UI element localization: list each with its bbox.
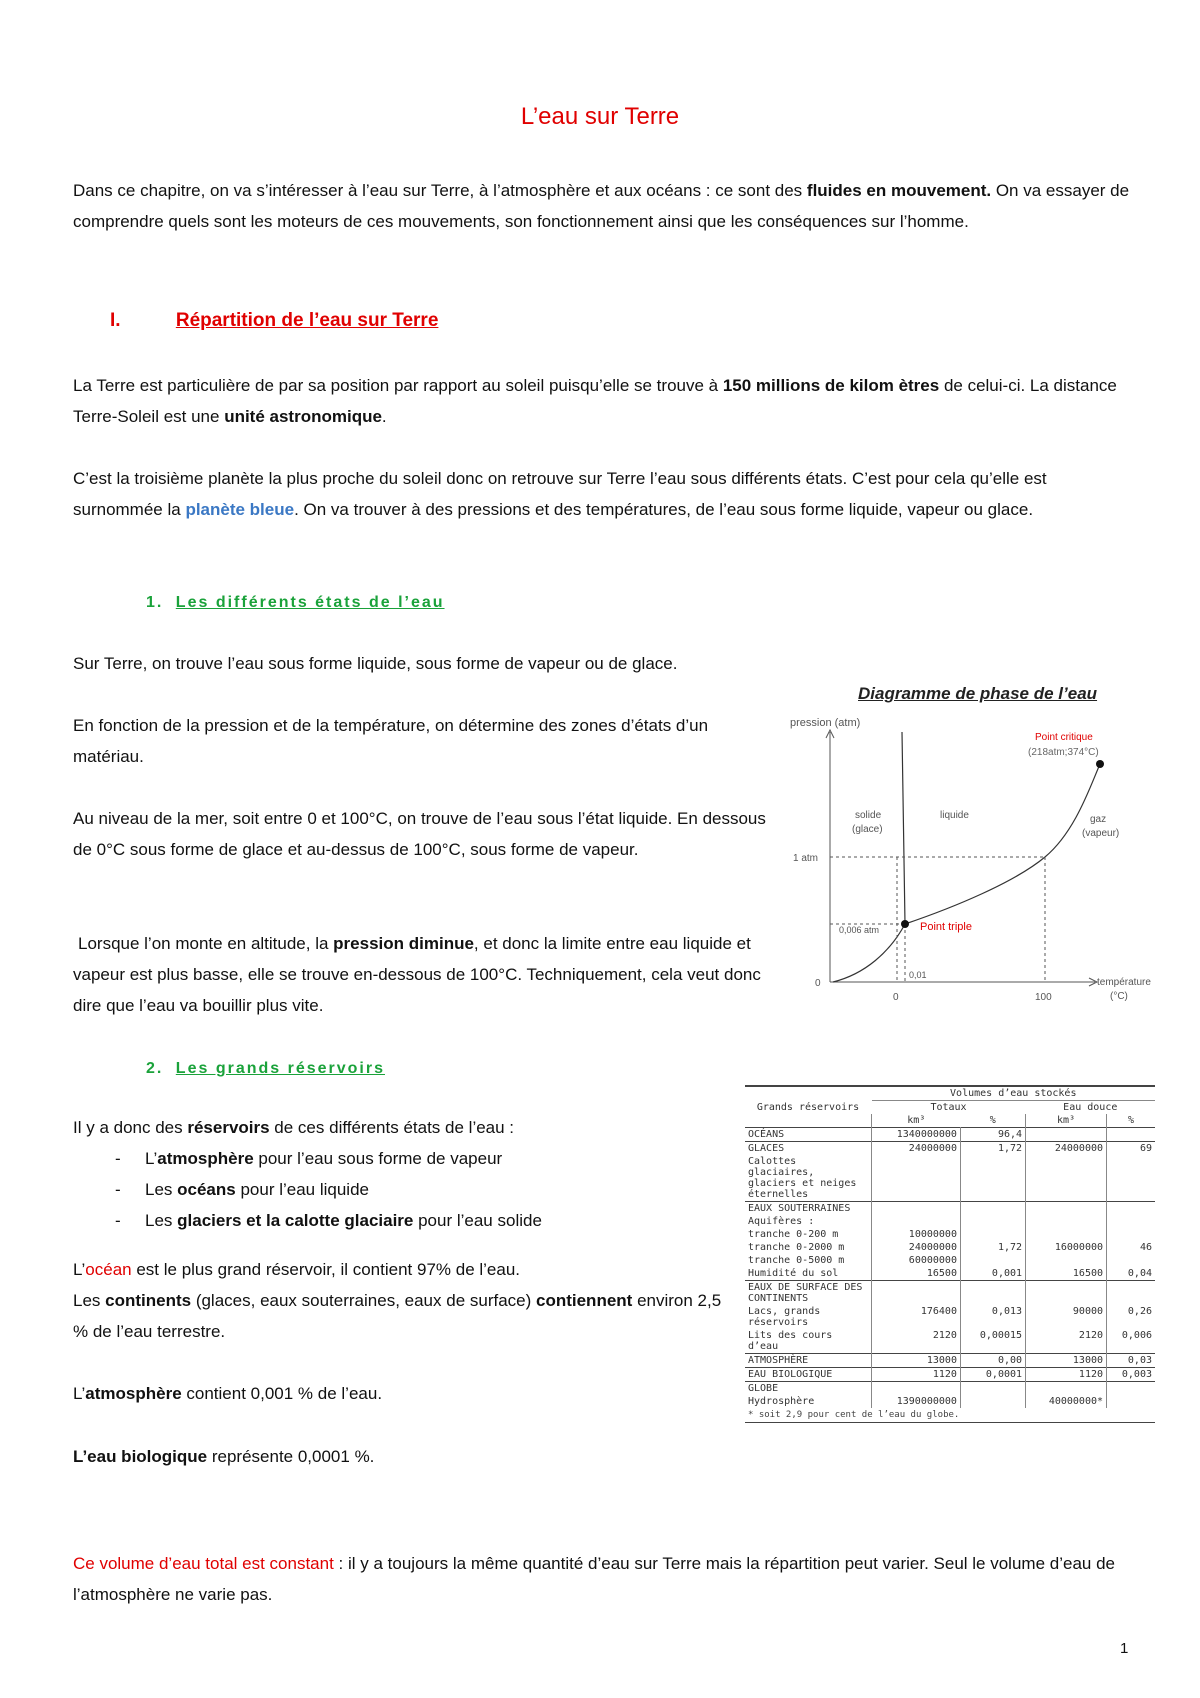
x-axis-unit: (°C)	[1110, 991, 1128, 1002]
table-header-main: Volumes d’eau stockés	[872, 1087, 1156, 1101]
table-cell-value	[872, 1215, 961, 1228]
table-cell-value: 2120	[1026, 1329, 1107, 1354]
table-cell-value: 0,013	[960, 1305, 1025, 1329]
p9-bold-1: continents	[105, 1291, 192, 1310]
p6-bold: pression diminue	[333, 934, 474, 953]
table-cell-value	[1107, 1254, 1155, 1267]
subsection-2-heading	[146, 1060, 385, 1078]
page-number: 1	[1120, 1640, 1129, 1657]
list-item	[73, 1205, 713, 1236]
p1-bold-2: unité astronomique	[224, 407, 382, 426]
table-row	[745, 1354, 1155, 1368]
p9-text-1: Les	[73, 1291, 106, 1310]
table-cell-value: 1,72	[960, 1241, 1025, 1254]
table-cell-value: 0,26	[1107, 1305, 1155, 1329]
table-cell-value	[1026, 1215, 1107, 1228]
list-item-bold: atmosphère	[157, 1149, 254, 1168]
table-cell-value: 24000000	[1026, 1142, 1107, 1156]
table-cell-value	[1107, 1382, 1155, 1396]
list-item-text: pour l’eau solide	[413, 1211, 542, 1230]
table-cell-value	[1026, 1228, 1107, 1241]
table-cell-value	[1026, 1128, 1107, 1142]
table-header-row	[745, 1087, 1155, 1101]
paragraph-altitude	[73, 928, 773, 1021]
solid-liquid-curve	[902, 732, 905, 924]
table-unit-pct: %	[989, 1115, 996, 1126]
p1-text-1: La Terre est particulière de par sa position par rapport au soleil puisqu’elle se trouve à	[73, 376, 723, 395]
page-title: L’eau sur Terre	[520, 103, 680, 130]
table-cell-label: tranche 0-200 m	[748, 1229, 839, 1240]
table-unit-pct: %	[1107, 1114, 1155, 1128]
table-cell-value: 16500	[872, 1267, 961, 1281]
table-row	[745, 1241, 1155, 1254]
t-001-label: 0,01	[909, 970, 927, 980]
table-cell-value: 2120	[872, 1329, 961, 1354]
phase-diagram-caption: Diagramme de phase de l’eau	[858, 684, 1098, 703]
table-cell-label: EAUX DE SURFACE DES CONTINENTS	[748, 1282, 863, 1304]
subsection-2-title: Les grands réservoirs	[175, 1060, 385, 1077]
table-row	[745, 1329, 1155, 1354]
list-item-text: Les	[145, 1180, 178, 1199]
critical-point-label: Point critique	[1035, 732, 1093, 743]
table-cell-value	[1026, 1155, 1107, 1202]
conclusion-text: : il y a toujours la même quantité d’eau sur Terre mais la répartition peut varier. Seul le volume d’eau de l’atmosphère ne varie pas.	[73, 1554, 1115, 1604]
section-1-number: I.	[110, 310, 121, 331]
x-axis-label: température	[1097, 977, 1151, 988]
p2-blue-planet: planète bleue	[185, 500, 295, 519]
list-item	[73, 1174, 713, 1205]
table-header-freshwater: Eau douce	[1063, 1102, 1118, 1113]
critical-point-marker	[1096, 760, 1104, 768]
table-cell-value: 0,00	[960, 1354, 1025, 1368]
table-cell-value: 1120	[1026, 1368, 1107, 1382]
table-cell-label: Aquifères :	[748, 1216, 815, 1227]
intro-paragraph	[73, 175, 1133, 237]
intro-bold: fluides en mouvement.	[806, 181, 992, 200]
table-cell-value	[1026, 1382, 1107, 1396]
p8-text-1: L’	[73, 1260, 86, 1279]
table-cell-value: 176400	[872, 1305, 961, 1329]
reservoir-list	[73, 1143, 713, 1236]
table-cell-value: 1120	[872, 1368, 961, 1382]
table-row	[745, 1228, 1155, 1241]
p1-text-3: .	[381, 407, 387, 426]
table-cell-value	[1107, 1281, 1155, 1306]
table-cell-value: 16000000	[1026, 1241, 1107, 1254]
reservoir-table-grid	[745, 1087, 1155, 1408]
table-cell-value: 10000000	[872, 1228, 961, 1241]
paragraph-conclusion	[73, 1548, 1143, 1610]
paragraph-ocean	[73, 1254, 723, 1285]
p-1atm-label: 1 atm	[793, 853, 819, 864]
p-triple-label: 0,006 atm	[839, 925, 880, 935]
table-cell-value	[960, 1215, 1025, 1228]
paragraph-distance	[73, 370, 1133, 432]
list-item-text: L’	[145, 1149, 158, 1168]
table-cell-value	[1107, 1215, 1155, 1228]
table-cell-value	[1107, 1128, 1155, 1142]
table-unit-km: km³	[1026, 1114, 1107, 1128]
table-row	[745, 1254, 1155, 1267]
phase-diagram	[785, 712, 1160, 1012]
p2-text-1: C’est la troisième planète la plus proche du soleil donc on retrouve sur Terre l’eau sous différents états. C’est pour cela qu’elle est surnommée la	[73, 469, 1047, 519]
table-cell-value: 24000000	[872, 1241, 961, 1254]
liquid-label: liquide	[940, 810, 969, 821]
p8-text-2: est le plus grand réservoir, il contient 97% de l’eau.	[131, 1260, 521, 1279]
table-row	[745, 1128, 1155, 1142]
table-cell-value	[1026, 1254, 1107, 1267]
p7-text-1: Il y a donc des	[73, 1118, 188, 1137]
subsection-1-number: 1.	[146, 594, 164, 611]
table-header-reservoirs: Grands réservoirs	[756, 1101, 860, 1113]
table-cell-value: 0,003	[1107, 1368, 1155, 1382]
table-cell-value: 96,4	[960, 1128, 1025, 1142]
t-100-label: 100	[1035, 992, 1052, 1003]
paragraph-states: Sur Terre, on trouve l’eau sous forme liquide, sous forme de vapeur ou de glace.	[73, 654, 678, 673]
p6-text-2: , et donc la limite entre eau liquide et vapeur est plus basse, elle se trouve en-dessous de 100°C. Techniquement, cela veut donc dire que l’eau va bouillir plus vite.	[73, 934, 761, 1015]
table-header-totals: Totaux	[930, 1102, 967, 1113]
p11-bold: L’eau biologique	[73, 1447, 208, 1466]
table-cell-value: 46	[1107, 1241, 1155, 1254]
table-cell-label: GLACES	[748, 1143, 785, 1154]
origin-label: 0	[815, 978, 821, 989]
table-cell-value	[872, 1382, 961, 1396]
p9-bold-2: contiennent	[536, 1291, 633, 1310]
p11-text: représente 0,0001 %.	[207, 1447, 375, 1466]
conclusion-red: Ce volume d’eau total est constant	[73, 1554, 334, 1573]
subsection-1-heading	[146, 594, 445, 612]
intro-text-1: Dans ce chapitre, on va s’intéresser à l’eau sur Terre, à l’atmosphère et aux océans : ce sont des	[73, 181, 807, 200]
list-item-bold: glaciers et la calotte glaciaire	[177, 1211, 414, 1230]
table-footnote: * soit 2,9 pour cent de l’eau du globe.	[748, 1410, 960, 1420]
subsection-1-title: Les différents états de l’eau	[175, 594, 445, 611]
p7-bold: réservoirs	[187, 1118, 270, 1137]
table-row	[745, 1281, 1155, 1306]
p2-text-2: . On va trouver à des pressions et des températures, de l’eau sous forme liquide, vapeur ou glace.	[294, 500, 1034, 519]
p9-text-2: (glaces, eaux souterraines, eaux de surface)	[191, 1291, 536, 1310]
table-header-cell	[745, 1087, 872, 1101]
table-cell-label: tranche 0-5000 m	[748, 1255, 845, 1266]
triple-point-marker	[901, 920, 909, 928]
table-cell-value	[960, 1228, 1025, 1241]
solid-label-2: (glace)	[852, 824, 883, 835]
table-cell-label: ATMOSPHÈRE	[748, 1355, 809, 1366]
table-cell-value: 1,72	[960, 1142, 1025, 1156]
p10-text-2: contient 0,001 % de l’eau.	[181, 1384, 383, 1403]
table-cell-value	[960, 1202, 1025, 1216]
p9-text-3: environ 2,5 % de l’eau terrestre.	[73, 1291, 722, 1341]
p1-text-2: de celui-ci. La distance Terre-Soleil est une	[73, 376, 1117, 426]
table-body	[745, 1128, 1155, 1409]
table-cell-value: 0,00015	[960, 1329, 1025, 1354]
table-row	[745, 1142, 1155, 1156]
p7-text-2: de ces différents états de l’eau :	[269, 1118, 515, 1137]
vaporization-curve	[905, 764, 1100, 924]
table-cell-value	[960, 1155, 1025, 1202]
paragraph-blue-planet	[73, 463, 1133, 525]
table-cell-value: 24000000	[872, 1142, 961, 1156]
table-cell-label: tranche 0-2000 m	[748, 1242, 845, 1253]
p10-text-1: L’	[73, 1384, 86, 1403]
list-item-text: pour l’eau sous forme de vapeur	[253, 1149, 503, 1168]
table-row	[745, 1382, 1155, 1396]
table-cell-value	[1026, 1281, 1107, 1306]
list-item	[73, 1143, 713, 1174]
table-row	[745, 1368, 1155, 1382]
table-cell-label: GLOBE	[748, 1383, 779, 1394]
table-header-row	[745, 1101, 1155, 1115]
list-item-text: Les	[145, 1211, 178, 1230]
table-cell-label: Humidité du sol	[748, 1268, 839, 1279]
table-cell-value	[1107, 1155, 1155, 1202]
paragraph-continents	[73, 1285, 733, 1347]
table-cell-value	[960, 1382, 1025, 1396]
subsection-2-number: 2.	[146, 1060, 164, 1077]
list-item-bold: océans	[177, 1180, 236, 1199]
paragraph-atmosphere	[73, 1378, 723, 1409]
table-cell-label: Lacs, grands réservoirs	[748, 1306, 821, 1328]
paragraph-zones: En fonction de la pression et de la température, on détermine des zones d’états d’un matériau.	[73, 716, 709, 766]
table-row	[745, 1215, 1155, 1228]
intro-text-2: On va essayer de comprendre quels sont les moteurs de ces mouvements, son fonctionnement ainsi que les conséquences sur l’homme.	[73, 181, 1130, 231]
table-row	[745, 1155, 1155, 1202]
table-cell-value: 0,0001	[960, 1368, 1025, 1382]
gas-label: gaz	[1090, 814, 1107, 825]
table-cell-value	[872, 1281, 961, 1306]
section-1-title: Répartition de l’eau sur Terre	[175, 310, 439, 331]
table-cell-value: 60000000	[872, 1254, 961, 1267]
p1-bold-1: 150 millions de kilom ètres	[722, 376, 940, 395]
table-row	[745, 1267, 1155, 1281]
table-cell-value	[1107, 1202, 1155, 1216]
table-row	[745, 1202, 1155, 1216]
table-unit-km: km³	[872, 1114, 961, 1128]
reservoir-table	[745, 1085, 1155, 1423]
section-1-heading	[110, 310, 438, 332]
table-cell-value	[960, 1395, 1025, 1408]
table-cell-label: EAUX SOUTERRAINES	[748, 1203, 851, 1214]
p10-bold: atmosphère	[85, 1384, 182, 1403]
y-axis-label: pression (atm)	[790, 717, 861, 729]
critical-point-value: (218atm;374°C)	[1028, 747, 1099, 758]
table-cell-value: 13000	[1026, 1354, 1107, 1368]
table-cell-value: 0,04	[1107, 1267, 1155, 1281]
table-cell-value: 69	[1107, 1142, 1155, 1156]
table-cell-value: 1390000000	[872, 1395, 961, 1408]
table-cell-value	[1107, 1228, 1155, 1241]
table-cell-value: 13000	[872, 1354, 961, 1368]
table-cell-label: Hydrosphère	[748, 1396, 815, 1407]
table-cell-value: 0,001	[960, 1267, 1025, 1281]
table-cell-label: EAU BIOLOGIQUE	[748, 1369, 833, 1380]
table-cell-value	[960, 1281, 1025, 1306]
table-cell-value	[872, 1155, 961, 1202]
table-cell-label: Lits des cours d’eau	[748, 1330, 833, 1352]
table-cell-value: 0,006	[1107, 1329, 1155, 1354]
table-row	[745, 1305, 1155, 1329]
table-cell-label: OCÉANS	[748, 1129, 785, 1140]
solid-label: solide	[855, 810, 882, 821]
gas-label-2: (vapeur)	[1082, 828, 1120, 839]
p8-red: océan	[85, 1260, 132, 1279]
table-cell-value: 40000000*	[1026, 1395, 1107, 1408]
paragraph-sea-level: Au niveau de la mer, soit entre 0 et 100°C, on trouve de l’eau sous l’état liquide. En dessous de 0°C sous forme de glace et au-dessus de 100°C, sous forme de vapeur.	[73, 809, 766, 859]
table-cell-label: Calottes glaciaires, glaciers et neiges éternelles	[748, 1156, 857, 1200]
table-cell-value: 16500	[1026, 1267, 1107, 1281]
list-item-text: pour l’eau liquide	[235, 1180, 369, 1199]
table-cell-value	[1026, 1202, 1107, 1216]
table-cell-value: 90000	[1026, 1305, 1107, 1329]
t-0-label: 0	[893, 992, 899, 1003]
paragraph-biological	[73, 1441, 723, 1472]
p6-text-1: Lorsque l’on monte en altitude, la	[78, 934, 334, 953]
paragraph-reservoirs	[73, 1112, 713, 1143]
table-row	[745, 1395, 1155, 1408]
table-cell-value	[872, 1202, 961, 1216]
table-cell-value: 0,03	[1107, 1354, 1155, 1368]
table-cell-value	[1107, 1395, 1155, 1408]
table-cell-value: 1340000000	[872, 1128, 961, 1142]
triple-point-label: Point triple	[920, 921, 972, 933]
table-cell-value	[960, 1254, 1025, 1267]
